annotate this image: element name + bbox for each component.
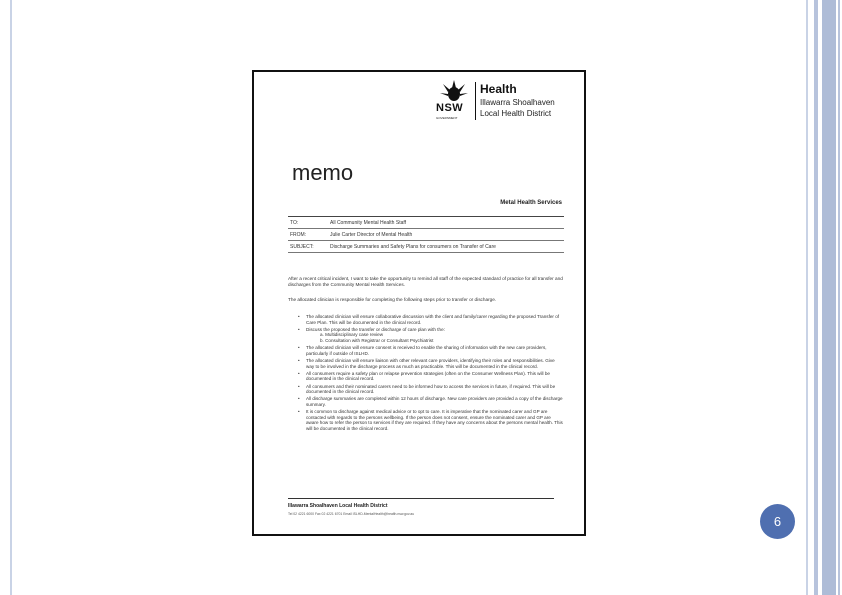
header-value: Discharge Summaries and Safety Plans for consumers on Transfer of Care (330, 244, 496, 250)
nsw-wordmark: NSW (436, 102, 464, 114)
memo-document-image (252, 70, 586, 536)
list-item (298, 327, 564, 344)
memo-intro-paragraph: After a recent critical incident, I want to take the opportunity to remind all staff of the expected standard of practice for all transfer and discharges from the Community Mental Health Services. (288, 276, 563, 287)
memo-steps-list (298, 314, 564, 433)
memo-header-row-subject (288, 241, 564, 253)
waratah-icon (440, 80, 468, 104)
logo-divider (475, 82, 476, 120)
memo-header-row-to (288, 217, 564, 229)
footer-contact: Tel 02 4221 6000 Fax 02 4221 6701 Email ISLHD-MentalHealth@health.nsw.gov.au (288, 512, 415, 516)
memo-header-table (288, 216, 564, 253)
slide-frame-right-line (806, 0, 808, 595)
footer-divider (288, 498, 554, 499)
memo-header-row-from (288, 229, 564, 241)
header-label: TO: (290, 220, 299, 226)
header-label: SUBJECT: (290, 244, 314, 250)
memo-title: memo (292, 160, 354, 185)
list-item-text: Discuss the proposed the transfer or discharge of care plan with the: (306, 326, 445, 332)
header-label: FROM: (290, 232, 307, 238)
list-item: • The allocated clinician will ensure liaison with other relevant care providers, identifying their roles and responsibilities. Give way to be involved in the discharge process as much as practicable. This will be documented in the clinical record. (298, 358, 564, 369)
department-label: Metal Health Services (500, 200, 562, 206)
list-item: • All consumers and their nominated carers need to be informed how to access the services in future, if required. This will be documented in the clinical record. (298, 384, 564, 395)
slide-frame-right-line (838, 0, 840, 595)
sub-list (306, 332, 564, 343)
org-name-district: Local Health District (480, 109, 552, 118)
sub-list-item: b. Consultation with Registrar or Consultant Psychiatrist (320, 337, 434, 343)
org-name-region: Illawarra Shoalhaven (480, 98, 555, 107)
nsw-health-logo (432, 78, 570, 124)
list-item: • The allocated clinician will ensure consent is received to enable the sharing of information with the new care providers, particularly if outside of ISLHD. (298, 345, 564, 356)
government-label: GOVERNMENT (436, 116, 458, 120)
footer-organisation: Illawarra Shoalhaven Local Health District (288, 503, 388, 509)
list-item: • It is common to discharge against medical advice or to opt to care. It is imperative that the nominated carer and GP are contacted with regards to the persons wellbeing. If the person does not consent, ensure the nominated carer and GP are aware how to refer the person to services if they are required. If they have any concerns about the persons mental health. This will be documented in the clinical record. (298, 409, 564, 431)
slide-frame-left-line (10, 0, 12, 595)
sub-list-item: a. Multidisciplinary case review (320, 332, 384, 338)
header-value: Julie Carter Director of Mental Health (330, 232, 413, 238)
slide-frame-right-line (814, 0, 818, 595)
list-item: • The allocated clinician will ensure collaborative discussion with the client and family/carer regarding the proposed Transfer of Care Plan. This will be documented in the clinical record. (298, 314, 564, 325)
page-number-badge: 6 (760, 504, 795, 539)
header-value: All Community Mental Health Staff (330, 220, 407, 226)
list-item: • All discharge summaries are completed within 12 hours of discharge. New care providers are provided a copy of the discharge summary. (298, 396, 564, 407)
slide-frame-right-bar (822, 0, 836, 595)
memo-steps-intro: The allocated clinician is responsible for completing the following steps prior to transfer or discharge. (288, 297, 497, 302)
org-name-health: Health (480, 82, 517, 96)
list-item: • All consumers require a safety plan or relapse prevention strategies (often on the Consumer Wellness Plan). This will be documented in the clinical record. (298, 371, 564, 382)
